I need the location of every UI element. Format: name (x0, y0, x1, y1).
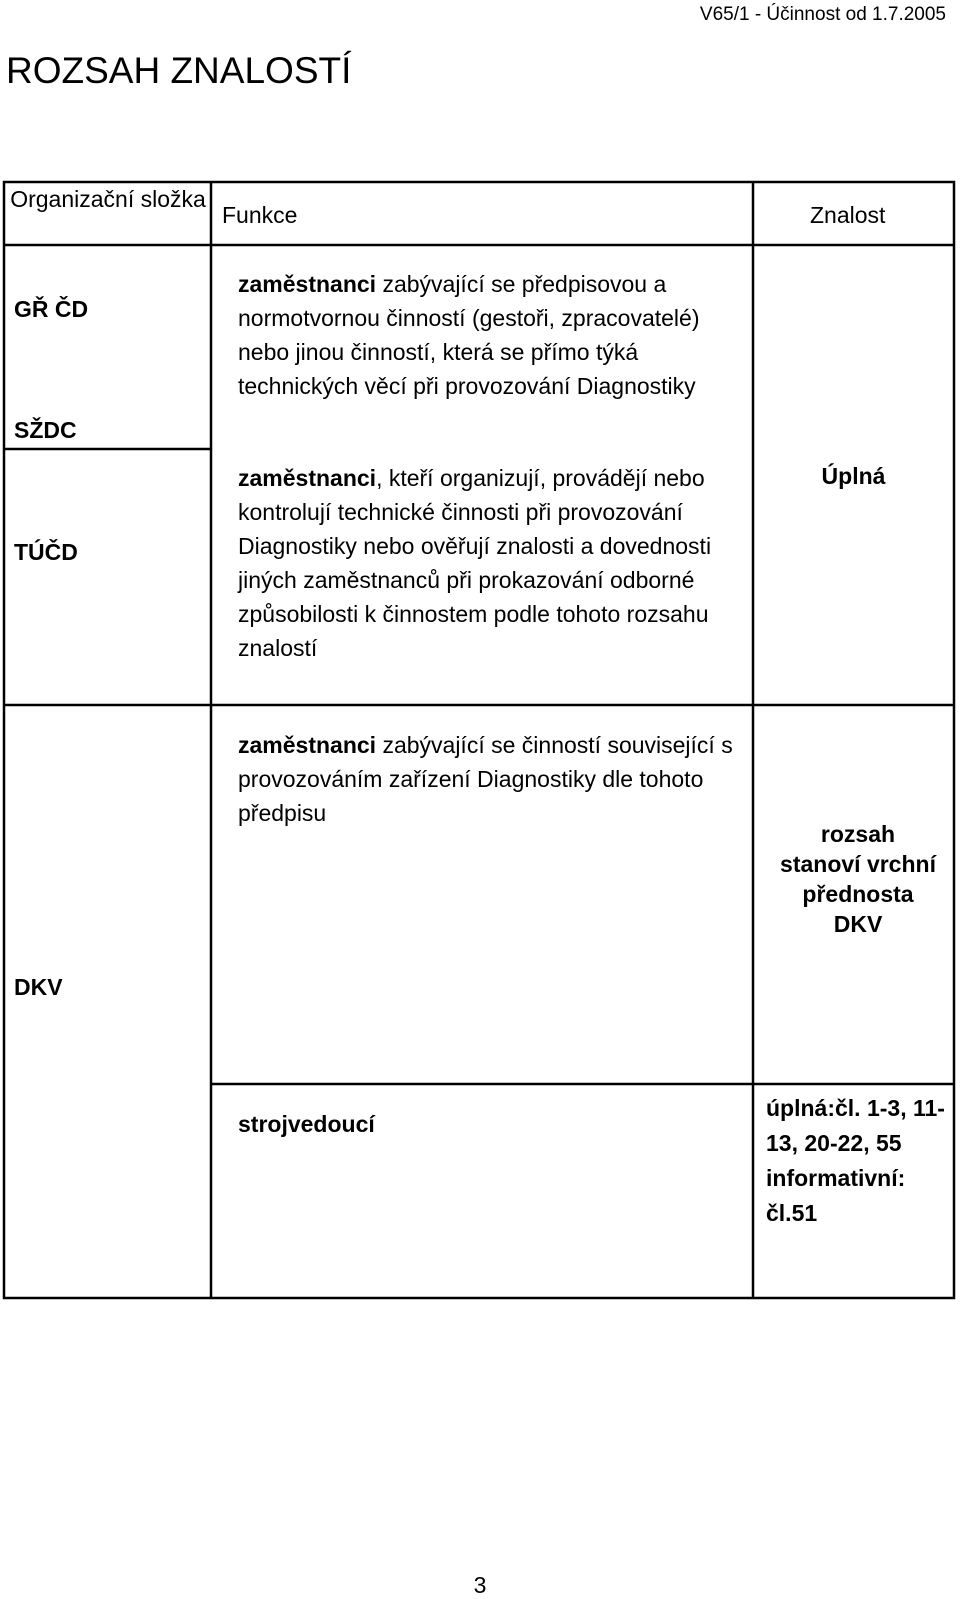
org-dkv: DKV (14, 974, 63, 1000)
funkce-row-3-bold: zaměstnanci (238, 732, 377, 758)
page-number: 3 (473, 1572, 487, 1598)
org-szdc: SŽDC (14, 417, 77, 443)
funkce-row-2-bold: zaměstnanci (238, 465, 377, 491)
header-funkce: Funkce (222, 202, 298, 228)
znalost-upln: Úplná (821, 463, 886, 489)
org-gr-cd: GŘ ČD (14, 296, 89, 322)
znalost-strojvedouci: úplná:čl. 1-3, 11-13, 20-22, 55 informativní: čl.51 (766, 1095, 945, 1226)
funkce-row-3 (238, 728, 738, 830)
funkce-row-2-text: , kteří organizují, provádějí nebo kontrolují technické činnosti při provozování Diagnostiky nebo ověřují znalosti a dovednosti jiných zaměstnanců při prokazování odborné způsobilosti k činnostem podle tohoto rozsahu znalostí (238, 465, 712, 661)
znalost-dkv: rozsah stanoví vrchní přednosta DKV (780, 821, 936, 937)
version-header: V65/1 - Účinnost od 1.7.2005 (699, 4, 946, 25)
funkce-row-1-text: zabývající se předpisovou a normotvornou činností (gestoři, zpracovatelé) nebo jinou činností, která se přímo týká technických věcí při provozování Diagnostiky (238, 271, 700, 399)
funkce-row-4 (238, 1107, 738, 1141)
page-title: ROZSAH ZNALOSTÍ (6, 50, 352, 91)
funkce-row-1 (238, 267, 738, 403)
header-znalost: Znalost (810, 202, 886, 228)
funkce-row-1-bold: zaměstnanci (238, 271, 377, 297)
funkce-row-3-text: zabývající se činností související s provozováním zařízení Diagnostiky dle tohoto předpisu (238, 732, 733, 826)
header-org: Organizační složka (10, 186, 206, 212)
funkce-row-4-bold: strojvedoucí (238, 1111, 375, 1137)
funkce-row-2 (238, 461, 738, 665)
org-tucd: TÚČD (14, 539, 78, 565)
